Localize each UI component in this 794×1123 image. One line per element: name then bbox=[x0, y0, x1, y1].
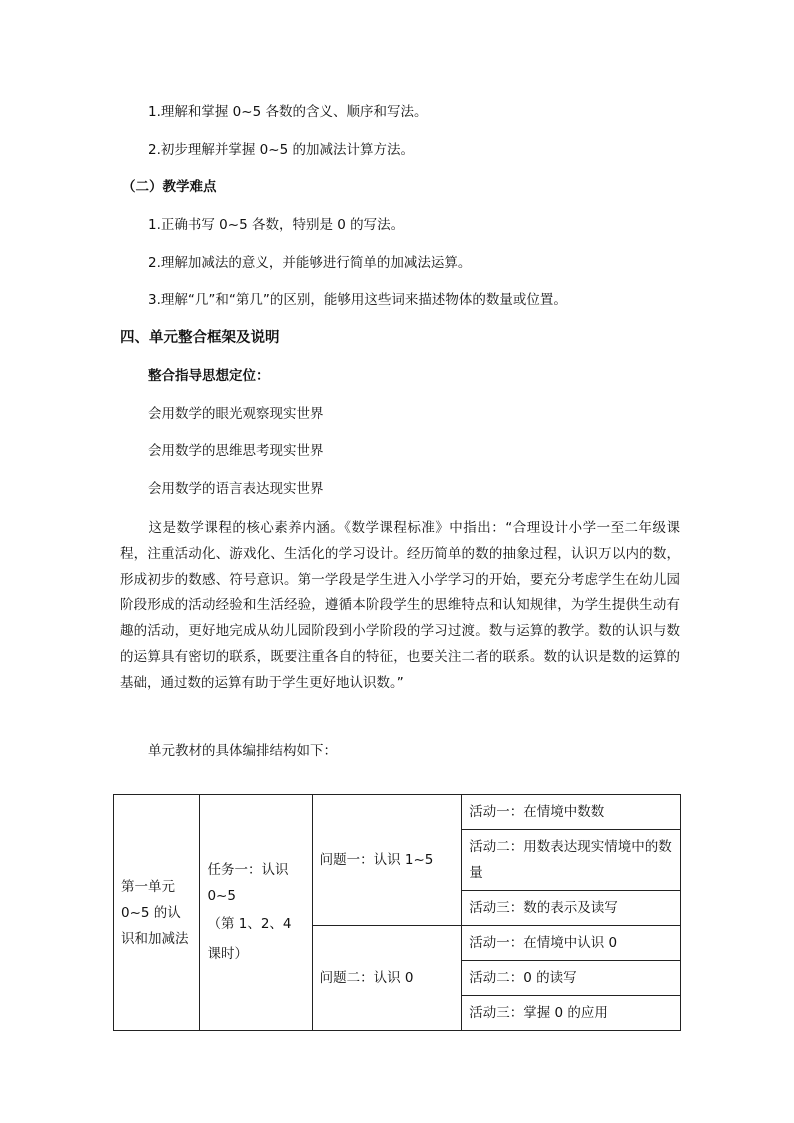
guide-point-2: 会用数学的思维思考现实世界 bbox=[148, 443, 324, 459]
q1-activity-1: 活动一：在情境中数数 bbox=[462, 795, 681, 830]
task-name: 任务一：认识 0~5 bbox=[207, 861, 289, 904]
difficulty-2: 2.理解加减法的意义，并能够进行简单的加减法运算。 bbox=[148, 255, 472, 271]
difficulty-heading: （二）教学难点 bbox=[122, 179, 217, 195]
q2-activity-1: 活动一：在情境中认识 0 bbox=[462, 926, 681, 961]
guide-point-3: 会用数学的语言表达现实世界 bbox=[148, 481, 324, 497]
q1-activity-3: 活动三：数的表示及读写 bbox=[462, 891, 681, 926]
difficulty-1: 1.正确书写 0~5 各数，特别是 0 的写法。 bbox=[148, 217, 405, 233]
objective-1: 1.理解和掌握 0~5 各数的含义、顺序和写法。 bbox=[148, 104, 428, 120]
difficulty-3: 3.理解“几”和“第几”的区别，能够用这些词来描述物体的数量或位置。 bbox=[148, 292, 567, 308]
q2-activity-3: 活动三：掌握 0 的应用 bbox=[462, 996, 681, 1031]
task-cell bbox=[200, 795, 312, 1031]
unit-cell: 第一单元 0~5 的认识和加减法 bbox=[114, 795, 200, 1031]
unit-structure-table bbox=[113, 794, 681, 1031]
question-2-cell: 问题二：认识 0 bbox=[312, 926, 462, 1031]
q2-activity-2: 活动二：0 的读写 bbox=[462, 961, 681, 996]
curriculum-paragraph bbox=[120, 516, 680, 697]
structure-intro: 单元教材的具体编排结构如下： bbox=[148, 743, 337, 759]
guide-point-1: 会用数学的眼光观察现实世界 bbox=[148, 406, 324, 422]
task-lessons: （第 1、2、4 课时） bbox=[207, 915, 292, 962]
question-1-cell: 问题一：认识 1~5 bbox=[312, 795, 462, 926]
section-4-heading: 四、单元整合框架及说明 bbox=[120, 330, 280, 346]
curriculum-paragraph-text: 这是数学课程的核心素养内涵。《数学课程标准》中指出：“合理设计小学一至二年级课程，注重活动化、游戏化、生活化的学习设计。经历简单的数的抽象过程，认识万以内的数，形成初步的数感、符号意识。第一学段是学生进入小学学习的开始，要充分考虑学生在幼儿园阶段形成的活动经验和生活经验，遵循本阶段学生的思维特点和认知规律，为学生提供生动有趣的活动，更好地完成从幼儿园阶段到小学阶段的学习过渡。数与运算的教学。数的认识与数的运算具有密切的联系，既要注重各自的特征，也要关注二者的联系。数的认识是数的运算的基础，通过数的运算有助于学生更好地认识数。” bbox=[120, 520, 680, 691]
guide-title: 整合指导思想定位： bbox=[148, 368, 270, 384]
objective-2: 2.初步理解并掌握 0~5 的加减法计算方法。 bbox=[148, 142, 414, 158]
q1-activity-2: 活动二：用数表达现实情境中的数量 bbox=[462, 830, 681, 891]
